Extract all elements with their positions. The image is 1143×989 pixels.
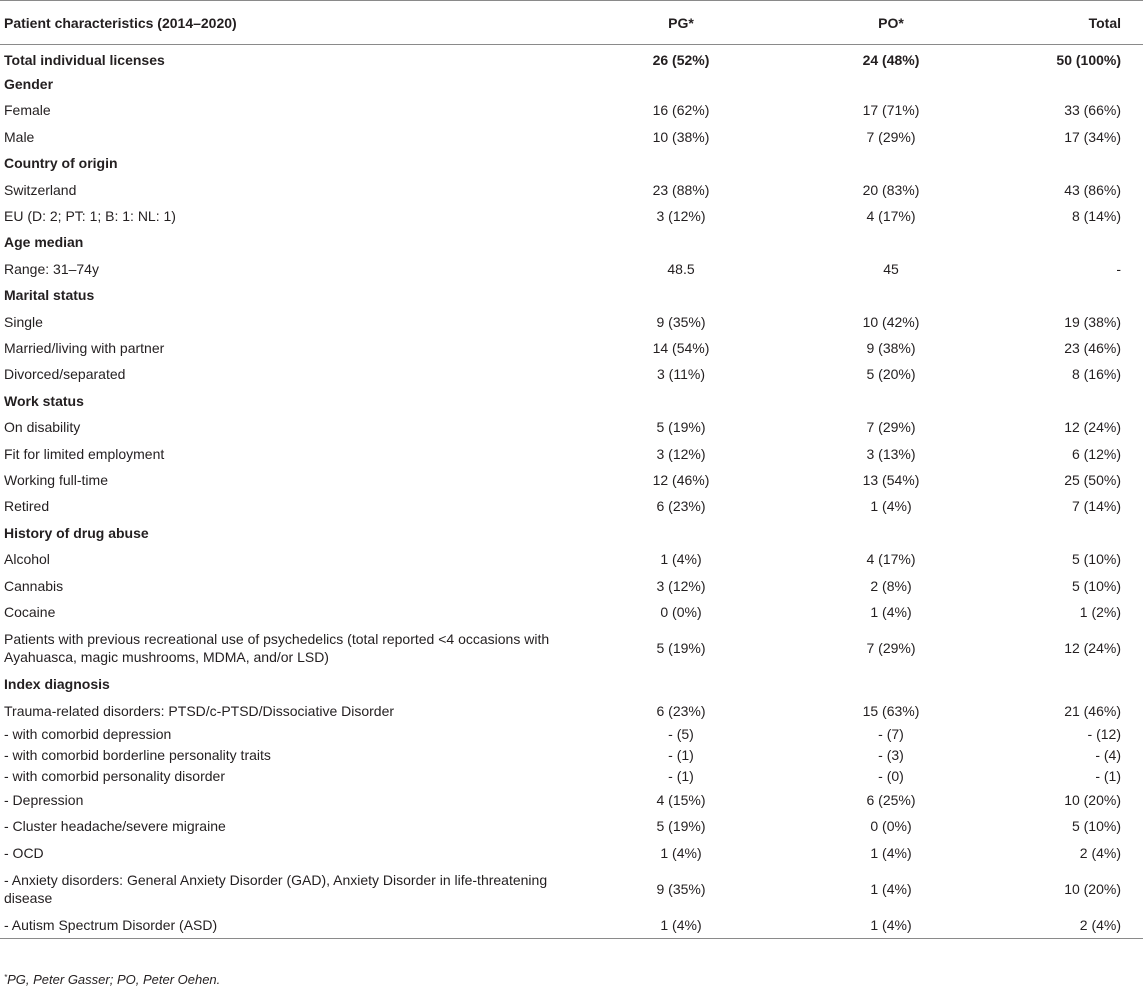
total-value: 5 (10%) <box>1071 577 1121 594</box>
total-value <box>1010 388 1143 414</box>
footnote-marker: * <box>4 973 8 982</box>
total-value: 50 (100%) <box>1056 51 1121 68</box>
row-label: Retired <box>4 498 50 515</box>
table-row <box>0 308 1143 334</box>
pg-value: 3 (12%) <box>656 208 706 225</box>
po-value: - (0) <box>878 768 904 785</box>
pg-value: 3 (11%) <box>657 366 705 383</box>
po-value: 1 (4%) <box>870 603 912 620</box>
table-row <box>0 840 1143 866</box>
po-value: 6 (25%) <box>866 792 916 809</box>
pg-value <box>590 520 772 546</box>
pg-value: 6 (23%) <box>656 702 706 719</box>
po-value <box>772 671 1010 697</box>
pg-value: 1 (4%) <box>660 916 702 933</box>
total-value: 8 (14%) <box>1071 208 1121 225</box>
pg-value: 14 (54%) <box>652 339 710 356</box>
pg-value: 0 (0%) <box>660 603 702 620</box>
total-value: 43 (86%) <box>1064 181 1121 198</box>
row-label: Working full-time <box>4 471 108 488</box>
po-value: 15 (63%) <box>862 702 920 719</box>
pg-value: 12 (46%) <box>652 471 710 488</box>
po-value: 13 (54%) <box>862 471 920 488</box>
total-value: 2 (4%) <box>1079 844 1121 861</box>
table-row <box>0 546 1143 572</box>
section-row <box>0 671 1143 697</box>
row-label: Gender <box>4 76 54 93</box>
po-value: 7 (29%) <box>866 419 916 436</box>
row-label: EU (D: 2; PT: 1; B: 1: NL: 1) <box>4 208 176 225</box>
total-value <box>1010 229 1143 255</box>
table-row <box>0 124 1143 150</box>
total-value: - (1) <box>1095 768 1121 785</box>
row-label: Alcohol <box>4 551 50 568</box>
table-row <box>0 724 1143 745</box>
po-value: 5 (20%) <box>866 366 916 383</box>
total-value: 6 (12%) <box>1071 445 1121 462</box>
po-value: 7 (29%) <box>866 640 916 657</box>
row-label: Index diagnosis <box>4 676 110 693</box>
pg-value: 1 (4%) <box>660 551 702 568</box>
total-value <box>1010 282 1143 308</box>
total-value: 10 (20%) <box>1064 881 1121 898</box>
total-value <box>1010 71 1143 97</box>
total-value: 33 (66%) <box>1064 102 1121 119</box>
section-row <box>0 520 1143 546</box>
table-row <box>0 866 1143 912</box>
total-value: 7 (14%) <box>1071 498 1121 515</box>
pg-value <box>590 150 772 176</box>
table-row <box>0 766 1143 787</box>
total-value: 12 (24%) <box>1064 419 1121 436</box>
pg-value: 6 (23%) <box>656 498 706 515</box>
pg-value: 9 (35%) <box>656 881 706 898</box>
pg-value <box>590 671 772 697</box>
row-label: Switzerland <box>4 181 77 198</box>
po-value: - (7) <box>878 726 904 743</box>
pg-value <box>590 282 772 308</box>
row-label: On disability <box>4 419 81 436</box>
row-label: Range: 31–74y <box>4 260 99 277</box>
pg-value: 4 (15%) <box>656 792 706 809</box>
pg-value <box>590 71 772 97</box>
row-label: - Anxiety disorders: General Anxiety Disorder (GAD), Anxiety Disorder in life-threatening disease <box>4 872 548 907</box>
po-value <box>772 229 1010 255</box>
header-row <box>0 1 1143 45</box>
section-row <box>0 388 1143 414</box>
row-label: - with comorbid depression <box>4 726 172 743</box>
total-value: 17 (34%) <box>1064 128 1121 145</box>
row-label: Married/living with partner <box>4 339 165 356</box>
total-value: 23 (46%) <box>1064 339 1121 356</box>
pg-value: 5 (19%) <box>656 640 706 657</box>
table-row <box>0 697 1143 723</box>
row-label: Total individual licenses <box>4 51 165 68</box>
po-value: 4 (17%) <box>866 208 916 225</box>
po-value: 24 (48%) <box>862 51 920 68</box>
total-value: 25 (50%) <box>1064 471 1121 488</box>
header-pg: PG* <box>668 14 694 31</box>
table-row <box>0 572 1143 598</box>
po-value <box>772 520 1010 546</box>
table-header <box>0 1 1143 45</box>
pg-value: 3 (12%) <box>656 445 706 462</box>
table-footnote <box>4 973 220 987</box>
po-value: 10 (42%) <box>862 313 920 330</box>
row-label: Trauma-related disorders: PTSD/c-PTSD/Dissociative Disorder <box>4 702 395 719</box>
po-value <box>772 388 1010 414</box>
footnote-text: PG, Peter Gasser; PO, Peter Oehen. <box>7 972 221 987</box>
total-value: 10 (20%) <box>1064 792 1121 809</box>
total-value <box>1010 150 1143 176</box>
table-body <box>0 45 1143 939</box>
po-value: 1 (4%) <box>870 881 912 898</box>
row-label: Divorced/separated <box>4 366 126 383</box>
section-row <box>0 229 1143 255</box>
section-row <box>0 282 1143 308</box>
row-label: - with comorbid personality disorder <box>4 768 225 785</box>
table-row <box>0 787 1143 813</box>
table-row <box>0 467 1143 493</box>
header-total: Total <box>1088 14 1121 31</box>
total-value: 8 (16%) <box>1071 366 1121 383</box>
po-value: 1 (4%) <box>870 844 912 861</box>
row-label: - OCD <box>4 844 44 861</box>
total-value: 21 (46%) <box>1064 702 1121 719</box>
pg-value: - (5) <box>668 726 694 743</box>
table-row <box>0 912 1143 938</box>
row-label: Work status <box>4 392 84 409</box>
po-value <box>772 150 1010 176</box>
po-value: 20 (83%) <box>862 181 920 198</box>
pg-value: 16 (62%) <box>652 102 710 119</box>
total-value: - (4) <box>1095 747 1121 764</box>
pg-value <box>590 229 772 255</box>
table-row <box>0 414 1143 440</box>
table-row <box>0 203 1143 229</box>
row-label: Cocaine <box>4 603 56 620</box>
po-value: 1 (4%) <box>870 916 912 933</box>
po-value: 45 <box>883 260 899 277</box>
section-row <box>0 71 1143 97</box>
pg-value: 23 (88%) <box>652 181 710 198</box>
po-value: 9 (38%) <box>866 339 916 356</box>
table-row <box>0 97 1143 123</box>
section-row <box>0 150 1143 176</box>
total-value: - <box>1116 260 1121 277</box>
row-label: Fit for limited employment <box>4 445 165 462</box>
table-row <box>0 361 1143 387</box>
pg-value: - (1) <box>668 747 694 764</box>
row-label: Patients with previous recreational use of psychedelics (total reported <4 occasions with Ayahuasca, magic mushrooms, MDMA, and/or LSD) <box>4 631 550 666</box>
total-value: - (12) <box>1087 726 1121 743</box>
row-label: Marital status <box>4 287 95 304</box>
total-value: 1 (2%) <box>1079 603 1121 620</box>
table-row <box>0 335 1143 361</box>
po-value: 17 (71%) <box>862 102 920 119</box>
total-value <box>1010 520 1143 546</box>
table-row <box>0 256 1143 282</box>
row-label: Age median <box>4 234 84 251</box>
table-row <box>0 176 1143 202</box>
pg-value: 5 (19%) <box>656 818 706 835</box>
row-label: - with comorbid borderline personality traits <box>4 747 271 764</box>
header-characteristics: Patient characteristics (2014–2020) <box>4 14 237 31</box>
pg-value: - (1) <box>668 768 694 785</box>
pg-value: 5 (19%) <box>656 419 706 436</box>
pg-value: 48.5 <box>667 260 695 277</box>
row-label: Country of origin <box>4 155 118 172</box>
po-value: 4 (17%) <box>866 551 916 568</box>
pg-value: 1 (4%) <box>660 844 702 861</box>
row-label: - Cluster headache/severe migraine <box>4 818 226 835</box>
po-value: 1 (4%) <box>870 498 912 515</box>
pg-value: 10 (38%) <box>652 128 710 145</box>
total-value: 5 (10%) <box>1071 818 1121 835</box>
row-label: Female <box>4 102 51 119</box>
pg-value: 9 (35%) <box>656 313 706 330</box>
table-row <box>0 745 1143 766</box>
po-value: - (3) <box>878 747 904 764</box>
po-value: 7 (29%) <box>866 128 916 145</box>
po-value <box>772 71 1010 97</box>
po-value: 0 (0%) <box>870 818 912 835</box>
total-value: 12 (24%) <box>1064 640 1121 657</box>
po-value <box>772 282 1010 308</box>
po-value: 2 (8%) <box>870 577 912 594</box>
table-row <box>0 599 1143 625</box>
table-row <box>0 493 1143 519</box>
row-label: - Depression <box>4 792 84 809</box>
row-label: Single <box>4 313 43 330</box>
pg-value: 3 (12%) <box>656 577 706 594</box>
table-row <box>0 625 1143 671</box>
table-row <box>0 813 1143 839</box>
table-row <box>0 440 1143 466</box>
row-label: Male <box>4 128 35 145</box>
total-value: 2 (4%) <box>1079 916 1121 933</box>
row-label: - Autism Spectrum Disorder (ASD) <box>4 916 218 933</box>
total-value: 5 (10%) <box>1071 551 1121 568</box>
pg-value <box>590 388 772 414</box>
row-label: Cannabis <box>4 577 64 594</box>
row-label: History of drug abuse <box>4 524 149 541</box>
header-po: PO* <box>878 14 904 31</box>
total-value: 19 (38%) <box>1064 313 1121 330</box>
pg-value: 26 (52%) <box>652 51 710 68</box>
po-value: 3 (13%) <box>866 445 916 462</box>
total-value <box>1010 671 1143 697</box>
section-row <box>0 45 1143 71</box>
